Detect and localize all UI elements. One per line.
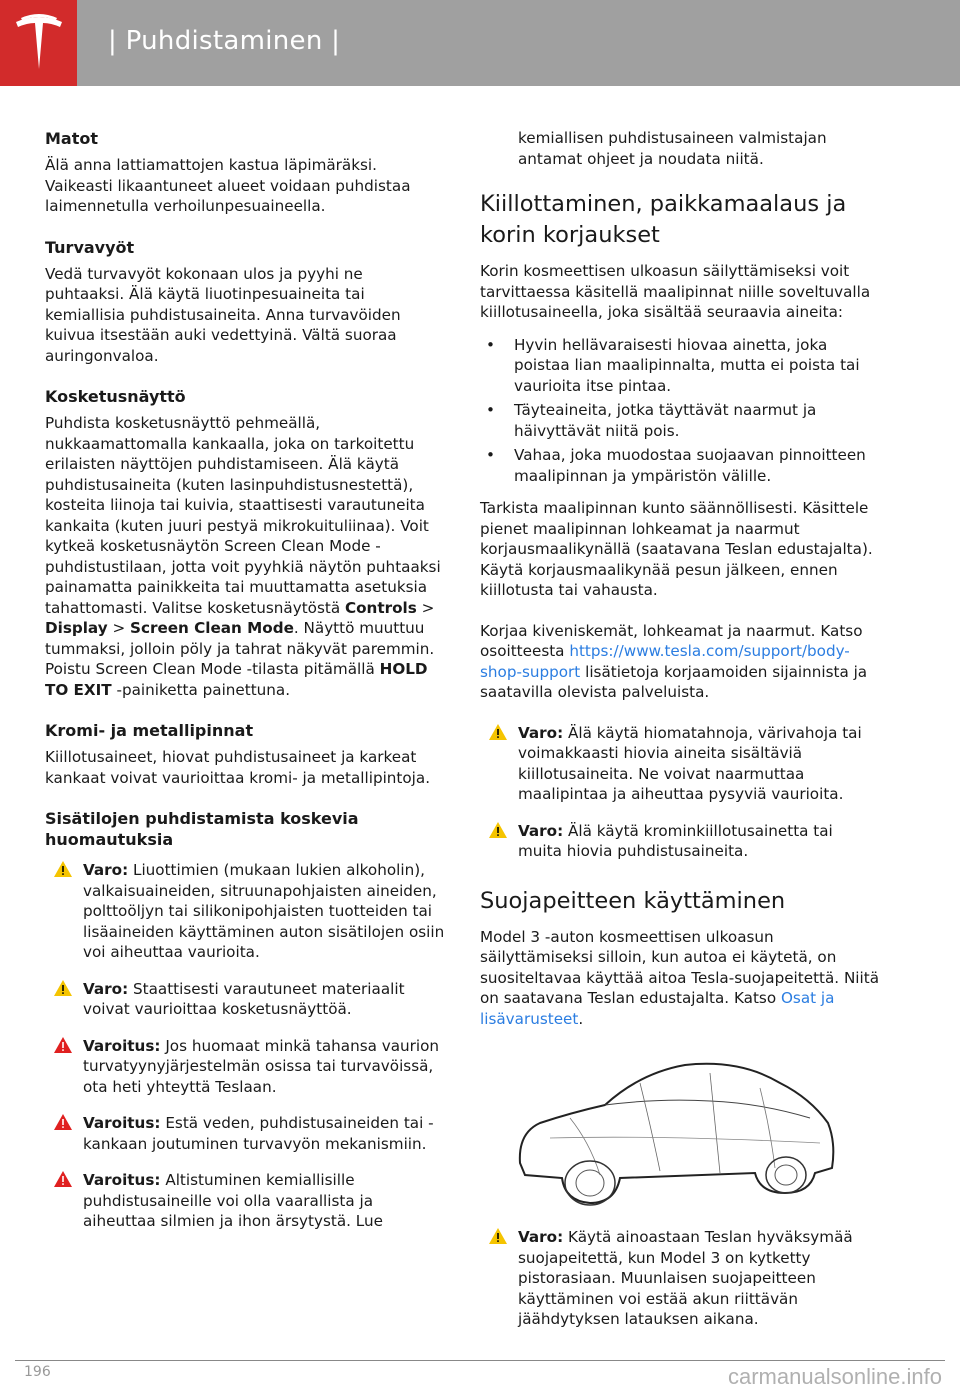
warning-triangle-icon [488,723,508,741]
matot-text: Älä anna lattiamattojen kastua läpimäräksi. Vaikeasti likaantuneet alueet voidaan puhdistaa laimennetulla verhoilunpesuaineella. [45,156,411,215]
warning-triangle-icon [53,1036,73,1054]
kosketus-text-1: Puhdista kosketusnäyttö pehmeällä, nukkaamattomalla kankaalla, joka on tarkoitettu erilaisten näyttöjen puhdistamiseen. Älä käytä puhdistusaineita (kuten lasinpuhdistusnestettä), kosteita liinoja tai kuivia, staattisesti varautuneita kankaita (kuten juuri pestyä mikrokuituliinaa). Voit kytkeä kosketusnäytön Screen Clean Mode -puhdistustilaan, jotta voit pyyhkiä näytön puhtaaksi painamatta painikkeita tai muuttamatta asetuksia tahattomasti. Valitse kosketusnäytöstä [45,414,441,617]
bullet: • [486,335,495,354]
warning-note [45,1113,445,1154]
polish-ingredients-list [480,335,880,487]
footer-divider [15,1360,945,1361]
kosketus-text-3: -painiketta painettuna. [111,680,291,699]
warning-text: Staattisesti varautuneet materiaalit voivat vaurioittaa kosketusnäyttöä. [83,979,405,1018]
list-item-text: Täyteaineita, jotka täyttävät naarmut ja häivyttävät niitä pois. [514,401,817,440]
warning-label: Varo: [518,821,564,840]
warning-triangle-icon [53,979,73,997]
suoja-text-2: . [578,1009,584,1028]
warning-label: Varoitus: [83,1114,161,1132]
section-title-suojapeite: Suojapeitteen käyttäminen [480,887,786,914]
warning-label: Varo: [83,979,129,998]
menu-separator-2: > [107,619,131,637]
warning-text: Älä käytä hiomatahnoja, värivahoja tai voimakkaasti hiovia aineita sisältäviä kiillotusaineita. Ne voivat naarmuttaa maalipintaa ja aiheuttaa pysyviä vaurioita. [518,723,862,803]
caution-note [480,723,880,805]
warning-note [45,1036,445,1098]
warning-text: Käytä ainoastaan Teslan hyväksymää suojapeitettä, kun Model 3 on kytketty pistorasiaan. Muunlaisen suojapeitteen käyttäminen voi estää akun riittävän jäähdytyksen latauksen aikana. [518,1228,853,1328]
kosketus-text-2: . Näyttö muuttuu tummaksi, jolloin pöly ja tahrat näkyvät paremmin. Poistu Screen Clean Mode -tilasta pitämällä [45,619,435,678]
warning-text: Älä käytä krominkiillotusainetta tai muita hiovia puhdistusaineita. [518,821,833,860]
right-column [480,128,880,1346]
kromi-text: Kiillotusaineet, hiovat puhdistusaineet ja karkeat kankaat voivat vaurioittaa kromi- ja metallipintoja. [45,748,431,787]
section-title-turvavyot: Turvavyöt [45,237,135,257]
warning-note [45,1170,445,1232]
menu-controls: Controls [344,598,417,617]
tesla-logo [0,0,77,86]
caution-note [480,821,880,862]
continued-text: kemiallisen puhdistusaineen valmistajan antamat ohjeet ja noudata niitä. [518,129,827,168]
turvavyot-text: Vedä turvavyöt kokonaan ulos ja pyyhi ne puhtaaksi. Älä käytä liuotinpesuaineita tai kemiallisia puhdistusaineita. Anna turvavöiden kuivua itsestään auki vedettyinä. Vältä suoraa auringonvaloa. [45,264,401,365]
watermark: carmanualsonline.info [727,1364,942,1389]
section-title-kiillottaminen: Kiillottaminen, paikkamaalaus ja korin korjaukset [480,191,847,248]
menu-separator-1: > [416,598,435,617]
warning-text: Jos huomaat minkä tahansa vaurion turvatyynyjärjestelmän osissa tai turvavöissä, ota heti yhteyttä Teslaan. [83,1036,440,1096]
covered-car-illustration [510,1043,840,1213]
list-item [480,445,880,486]
menu-screen-clean-mode: Screen Clean Mode [130,619,294,637]
section-title-matot: Matot [45,129,99,148]
warning-text: Liuottimien (mukaan lukien alkoholin), valkaisuaineiden, sitruunapohjaisten aineiden, polttoöljyn tai silikonipohjaisten tuotteiden tai lisäaineiden käyttäminen auton sisätilojen osiin voi aiheuttaa vaurioita. [83,861,445,961]
page-number: 196 [24,1364,51,1380]
korjaa-text-2: lisätietoja korjaamoiden sijainnista ja saatavilla olevista palveluista. [480,662,868,701]
warning-text: Estä veden, puhdistusaineiden tai -kankaan joutuminen turvavyön mekanismiin. [83,1114,434,1153]
suoja-text-1: Model 3 -auton kosmeettisen ulkoasun säilyttämiseksi silloin, kun autoa ei käytetä, on suositeltavaa käyttää aitoa Tesla-suojapeitettä. Niitä on saatavana Teslan edustajalta. Katso [480,927,880,1007]
warning-triangle-icon [488,1227,508,1245]
caution-note [45,860,445,963]
section-title-kromi: Kromi- ja metallipinnat [45,721,254,740]
page-header [0,0,960,86]
warning-label: Varo: [83,861,129,879]
bullet: • [486,446,495,464]
body-shop-support-link[interactable]: https://www.tesla.com/support/body-shop-support [480,642,850,681]
tarkista-text: Tarkista maalipinnan kunto säännöllisesti. Käsittele pienet maalipinnan lohkeamat ja naarmut korjausmaalikynällä (saatavana Teslan edustajalta). Käytä korjausmaalikynää pesun jälkeen, ennen kiillotusta tai vahausta. [480,499,873,599]
page-title: | Puhdistaminen | [108,26,341,56]
caution-note [480,1227,880,1330]
hold-to-exit-label: HOLD TO EXIT [45,660,428,699]
kosketusnaytto-text [45,413,445,700]
tesla-logo-icon [13,14,65,72]
list-item-text: Hyvin hellävaraisesti hiovaa ainetta, joka poistaa lian maalipinnalta, mutta ei poista tai vaurioita itse pintaa. [514,335,860,395]
warning-triangle-icon [53,1170,73,1188]
warning-label: Varo: [518,723,564,742]
korjaa-text-1: Korjaa kiveniskemät, lohkeamat ja naarmut. Katso osoitteesta [480,621,863,660]
caution-note [45,979,445,1020]
warning-triangle-icon [53,1113,73,1131]
warning-label: Varoitus: [83,1036,161,1055]
korjaa-text [480,621,880,703]
suoja-text [480,927,880,1030]
warning-text: Altistuminen kemiallisille puhdistusaineille voi olla vaarallista ja aiheuttaa silmien ja ihon ärsytystä. Lue [83,1171,383,1230]
left-column [45,128,445,1248]
warning-triangle-icon [488,821,508,839]
bullet: • [486,401,495,419]
parts-accessories-link[interactable]: Osat ja lisävarusteet [480,989,835,1028]
list-item [480,400,880,441]
warning-triangle-icon [53,860,73,878]
section-title-kosketusnaytto: Kosketusnäyttö [45,387,186,406]
list-item [480,335,880,397]
warning-label: Varo: [518,1228,564,1246]
kiillotus-text: Korin kosmeettisen ulkoasun säilyttämiseksi voit tarvittaessa käsitellä maalipinnat niille soveltuvalla kiillotusaineella, joka sisältää seuraavia aineita: [480,262,871,321]
list-item-text: Vahaa, joka muodostaa suojaavan pinnoitteen maalipinnan ja ympäristön välille. [514,446,866,485]
warning-label: Varoitus: [83,1171,161,1189]
section-title-sisatilat: Sisätilojen puhdistamista koskevia huomautuksia [45,809,359,849]
menu-display: Display [45,619,108,637]
